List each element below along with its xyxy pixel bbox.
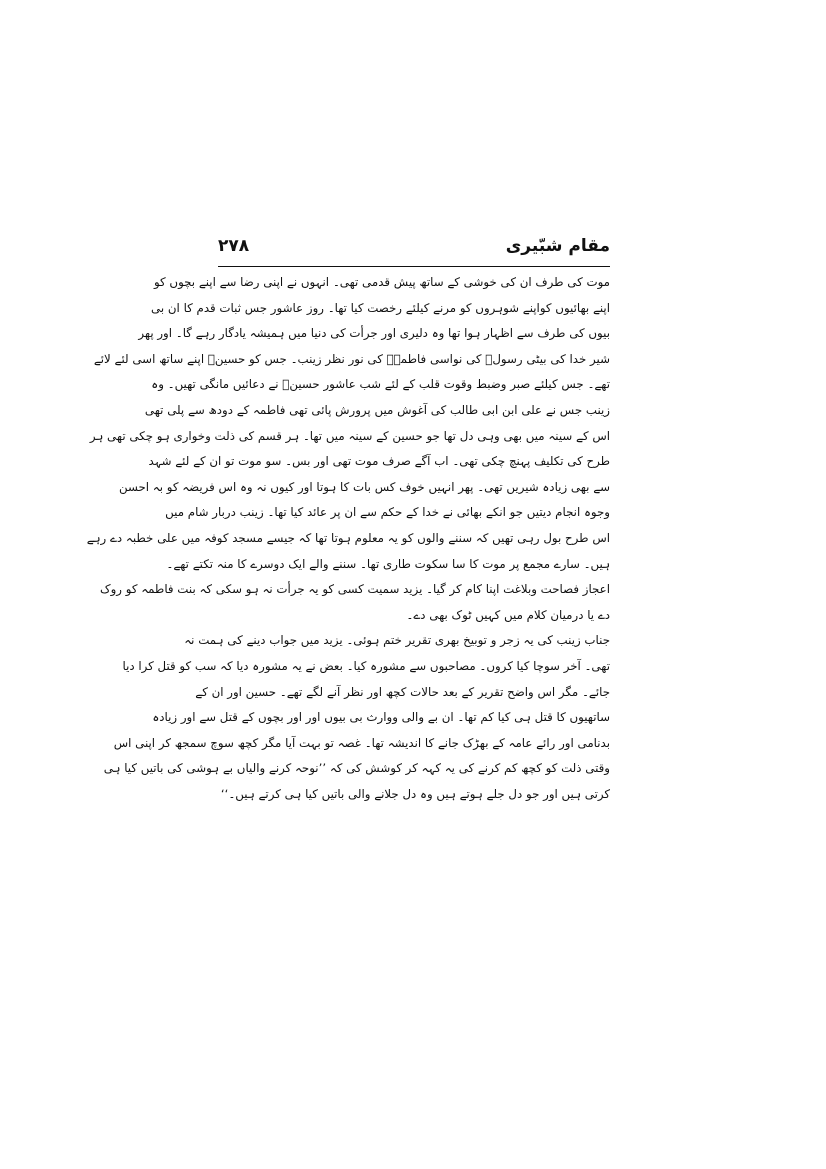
text-line: جناب زینب کی یہ زجر و توبیخ بھری تقریر ختم ہوئی۔ یزید میں جواب دینے کی ہمت نہ <box>184 633 610 648</box>
text-line: سے بھی زیادہ شیریں تھی۔ پھر انہیں خوف کس بات کا ہوتا اور کیوں نہ وہ اس فریضہ کو بہ احسن <box>118 479 610 494</box>
text-line: بیوں کی طرف سے اظہار ہوا تھا وہ دلیری اور جرأت کی دنیا میں ہمیشہ یادگار رہے گا۔ اور پھر <box>138 326 610 341</box>
text-line: اعجاز فصاحت وبلاغت اپنا کام کر گیا۔ یزید سمیت کسی کو یہ جرأت نہ ہو سکی کہ بنت فاطمہ کو روک <box>100 582 610 597</box>
text-line: طرح کی تکلیف پہنچ چکی تھی۔ اب آگے صرف موت تھی اور بس۔ سو موت تو ان کے لئے شہد <box>148 454 610 469</box>
text-line: تھے۔ جس کیلئے صبر وضبط وقوت قلب کے لئے شب عاشور حسینؑ نے دعائیں مانگی تھیں۔ وہ <box>151 377 610 392</box>
text-line: موت کی طرف ان کی خوشی کے ساتھ پیش قدمی تھی۔ انہوں نے اپنی رضا سے اپنے بچوں کو <box>153 275 610 289</box>
text-line: وقتی ذلت کو کچھ کم کرنے کی یہ کہہ کر کوشش کی کہ ’’نوحہ کرنے والیاں بے ہوشی کی باتیں کیا ہی <box>103 761 610 776</box>
header-rule <box>218 266 610 267</box>
text-line: اپنے بھائیوں کواپنے شوہروں کو مرنے کیلئے رخصت کیا تھا۔ روز عاشور جس ثبات قدم کا ان بی <box>151 300 610 315</box>
page-number: ۲۷۸ <box>218 236 250 256</box>
text-line: ہیں۔ سارے مجمع پر موت کا سا سکوت طاری تھا۔ سننے والے ایک دوسرے کا منہ تکتے تھے۔ <box>166 556 610 571</box>
text-line: وجوہ انجام دیتیں جو انکے بھائی نے خدا کے حکم سے ان پر عائد کیا تھا۔ زینب دربار شام میں <box>165 505 610 520</box>
paragraph <box>86 270 610 628</box>
running-title: مقام شبّیری <box>505 236 610 256</box>
page-header <box>218 232 610 264</box>
text-line: شیر خدا کی بیٹی رسولؐ کی نواسی فاطمہؑ کی نور نظر زینب۔ جس کو حسینؑ اپنے ساتھ اسی لئے لائے <box>93 351 610 366</box>
text-line: اس طرح بول رہی تھیں کہ سننے والوں کو یہ معلوم ہوتا تھا کہ جیسے مسجد کوفہ میں علی خطبہ دے رہے <box>86 530 610 545</box>
text-line: اس کے سینہ میں بھی وہی دل تھا جو حسین کے سینہ میں تھا۔ ہر قسم کی ذلت وخواری ہو چکی تھی ہر <box>89 428 610 443</box>
text-line: جائے۔ مگر اس واضح تقریر کے بعد حالات کچھ اور نظر آنے لگے تھے۔ حسین اور ان کے <box>195 684 610 699</box>
text-line: کرتی ہیں اور جو دل جلے ہوتے ہیں وہ دل جلانے والی باتیں کیا ہی کرتے ہیں۔‘‘ <box>220 786 610 801</box>
text-line: زینب جس نے علی ابن ابی طالب کی آغوش میں پرورش پائی تھی فاطمہ کے دودھ سے پلی تھی <box>144 402 610 417</box>
text-line: دے یا درمیان کلام میں کہیں ٹوک بھی دے۔ <box>406 607 610 622</box>
paragraph <box>103 628 610 807</box>
text-line: تھی۔ آخر سوچا کیا کروں۔ مصاحبوں سے مشورہ کیا۔ بعض نے یہ مشورہ دیا کہ سب کو قتل کرا دیا <box>122 658 610 673</box>
text-line: بدنامی اور رائے عامہ کے بھڑک جانے کا اندیشہ تھا۔ غصہ تو بہت آیا مگر کچھ سوچ سمجھ کر اپنی اس <box>113 735 610 750</box>
text-line: ساتھیوں کا قتل ہی کیا کم تھا۔ ان بے والی ووارث بی بیوں اور اور بچوں کے قتل سے اور زیادہ <box>152 710 610 725</box>
body-text <box>86 270 610 807</box>
